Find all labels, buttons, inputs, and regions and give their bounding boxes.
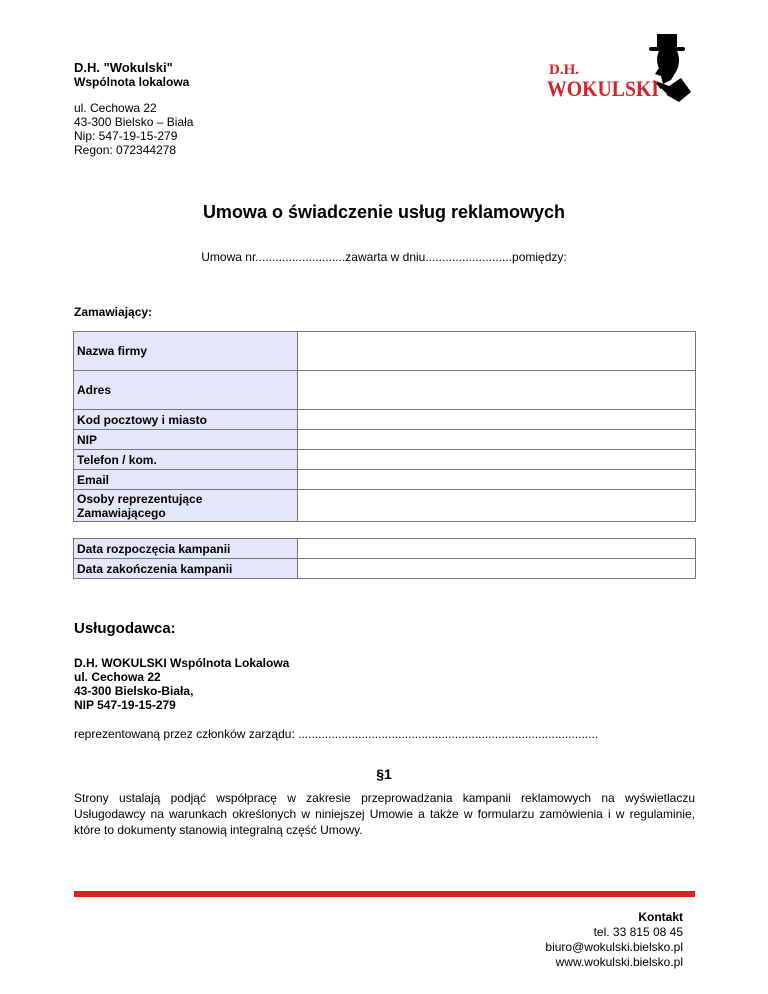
- contact-phone: tel. 33 815 08 45: [593, 925, 683, 939]
- field-label-phone: Telefon / kom.: [74, 450, 298, 470]
- nip-field[interactable]: [298, 430, 696, 450]
- email-field[interactable]: [298, 470, 696, 490]
- table-row: [74, 470, 696, 490]
- provider-nip: NIP 547-19-15-279: [74, 698, 176, 712]
- zamawiajacy-label: Zamawiający:: [74, 305, 153, 319]
- field-label-representatives: Osoby reprezentujące Zamawiającego: [74, 490, 298, 522]
- logo-top-text: D.H.: [549, 62, 579, 78]
- table-row: [74, 371, 696, 410]
- field-label-nip: NIP: [74, 430, 298, 450]
- uslugodawca-label: Usługodawca:: [74, 620, 176, 637]
- address-regon: Regon: 072344278: [74, 143, 177, 157]
- table-row: [74, 332, 696, 371]
- representatives-field[interactable]: [298, 490, 696, 522]
- contract-number-line: Umowa nr...........................zawarta w dniu..........................pomiędzy:: [201, 250, 567, 264]
- table-row: [74, 450, 696, 470]
- company-logo: [545, 30, 695, 110]
- campaign-dates-table: [73, 538, 696, 579]
- contact-block: [545, 910, 683, 970]
- field-label-postal-city: Kod pocztowy i miasto: [74, 410, 298, 430]
- phone-field[interactable]: [298, 450, 696, 470]
- table-row: [74, 559, 696, 579]
- table-row: [74, 410, 696, 430]
- company-name-field[interactable]: [298, 332, 696, 371]
- field-label-campaign-start: Data rozpoczęcia kampanii: [74, 539, 298, 559]
- field-label-campaign-end: Data zakończenia kampanii: [74, 559, 298, 579]
- table-row: [74, 539, 696, 559]
- provider-details: [74, 656, 289, 712]
- company-name: D.H. "Wokulski": [74, 60, 173, 75]
- provider-street: ul. Cechowa 22: [74, 670, 161, 684]
- provider-name: D.H. WOKULSKI Wspólnota Lokalowa: [74, 656, 290, 670]
- field-label-address: Adres: [74, 371, 298, 410]
- representation-line: reprezentowaną przez członków zarządu: ..........................................................................................: [74, 727, 599, 741]
- company-subtitle: Wspólnota lokalowa: [74, 75, 190, 89]
- paragraph-text: Strony ustalają podjąć współpracę w zakresie przeprowadzania kampanii reklamowych na wyświetlaczu Usługodawcy na warunkach określonych w niniejszej Umowie a także w formularzu zamówienia i w regulaminie, które to dokumenty stanowią integralną część Umowy.: [74, 791, 695, 837]
- table-row: [74, 430, 696, 450]
- campaign-start-field[interactable]: [298, 539, 696, 559]
- company-address: [74, 101, 193, 157]
- paragraph-title: §1: [376, 766, 392, 782]
- contact-website[interactable]: www.wokulski.bielsko.pl: [555, 955, 683, 969]
- address-city: 43-300 Bielsko – Biała: [74, 115, 194, 129]
- logo-main-text: WOKULSKI: [547, 76, 659, 101]
- field-label-company-name: Nazwa firmy: [74, 332, 298, 371]
- address-field[interactable]: [298, 371, 696, 410]
- document-title: Umowa o świadczenie usług reklamowych: [202, 202, 566, 222]
- contact-email[interactable]: biuro@wokulski.bielsko.pl: [545, 940, 683, 954]
- footer-divider: [74, 891, 695, 897]
- field-label-email: Email: [74, 470, 298, 490]
- campaign-end-field[interactable]: [298, 559, 696, 579]
- zamawiajacy-table: [73, 331, 696, 522]
- address-nip: Nip: 547-19-15-279: [74, 129, 178, 143]
- provider-city: 43-300 Bielsko-Biała,: [74, 684, 194, 698]
- contact-heading: Kontakt: [638, 910, 683, 924]
- address-street: ul. Cechowa 22: [74, 101, 157, 115]
- postal-city-field[interactable]: [298, 410, 696, 430]
- table-row: [74, 490, 696, 522]
